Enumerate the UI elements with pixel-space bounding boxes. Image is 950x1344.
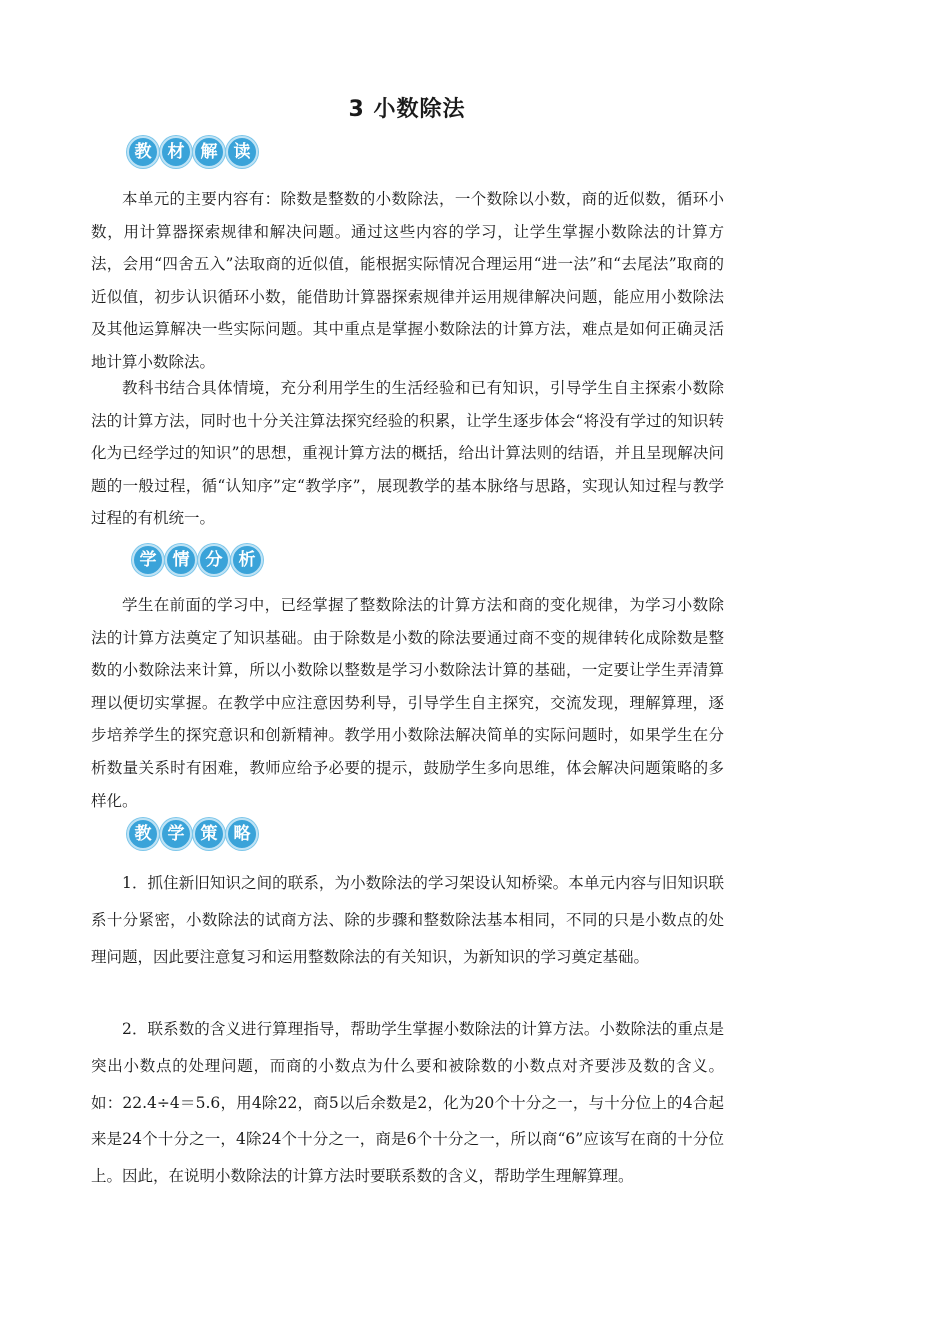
paragraph: 1．抓住新旧知识之间的联系，为小数除法的学习架设认知桥梁。本单元内容与旧知识联系十分紧密，小数除法的试商方法、除的步骤和整数除法基本相同，不同的只是小数点的处理问题，因此要注意复习和运用整数除法的有关知识，为新知识的学习奠定基础。 — [91, 874, 724, 966]
badge-char: 教 — [127, 818, 159, 850]
badge-char: 学 — [132, 544, 164, 576]
section-badge-student-analysis — [132, 544, 263, 576]
paragraph: 本单元的主要内容有：除数是整数的小数除法，一个数除以小数，商的近似数，循环小数，用计算器探索规律和解决问题。通过这些内容的学习，让学生掌握小数除法的计算方法，会用“四舍五入”法取商的近似值，能根据实际情况合理运用“进一法”和“去尾法”取商的近似值，初步认识循环小数，能借助计算器探索规律并运用规律解决问题，能应用小数除法及其他运算解决一些实际问题。其中重点是掌握小数除法的计算方法，难点是如何正确灵活地计算小数除法。 — [91, 190, 724, 371]
badge-char: 材 — [160, 136, 192, 168]
badge-char: 分 — [198, 544, 230, 576]
badge-char: 读 — [226, 136, 258, 168]
badge-char: 略 — [226, 818, 258, 850]
badge-char: 析 — [231, 544, 263, 576]
paragraph: 2．联系数的含义进行算理指导，帮助学生掌握小数除法的计算方法。小数除法的重点是突出小数点的处理问题，而商的小数点为什么要和被除数的小数点对齐要涉及数的含义。如：22.4÷4＝5.6，用4除22，商5以后余数是2，化为20个十分之一，与十分位上的4合起来是24个十分之一，4除24个十分之一，商是6个十分之一，所以商“6”应该写在商的十分位上。因此，在说明小数除法的计算方法时要联系数的含义，帮助学生理解算理。 — [91, 1020, 724, 1186]
badge-char: 学 — [160, 818, 192, 850]
section-badge-teaching-strategy — [127, 818, 258, 850]
section-badge-textbook-reading — [127, 136, 258, 168]
badge-char: 情 — [165, 544, 197, 576]
page-title: 3 小数除法 — [348, 97, 466, 122]
badge-char: 教 — [127, 136, 159, 168]
badge-char: 策 — [193, 818, 225, 850]
badge-char: 解 — [193, 136, 225, 168]
paragraph: 学生在前面的学习中，已经掌握了整数除法的计算方法和商的变化规律，为学习小数除法的计算方法奠定了知识基础。由于除数是小数的除法要通过商不变的规律转化成除数是整数的小数除法来计算，所以小数除以整数是学习小数除法计算的基础，一定要让学生弄清算理以便切实掌握。在教学中应注意因势利导，引导学生自主探究，交流发现，理解算理，逐步培养学生的探究意识和创新精神。教学用小数除法解决简单的实际问题时，如果学生在分析数量关系时有困难，教师应给予必要的提示，鼓励学生多向思维，体会解决问题策略的多样化。 — [91, 596, 724, 810]
paragraph: 教科书结合具体情境，充分利用学生的生活经验和已有知识，引导学生自主探索小数除法的计算方法，同时也十分关注算法探究经验的积累，让学生逐步体会“将没有学过的知识转化为已经学过的知识”的思想，重视计算方法的概括，给出计算法则的结语，并且呈现解决问题的一般过程，循“认知序”定“教学序”，展现教学的基本脉络与思路，实现认知过程与教学过程的有机统一。 — [91, 379, 724, 528]
